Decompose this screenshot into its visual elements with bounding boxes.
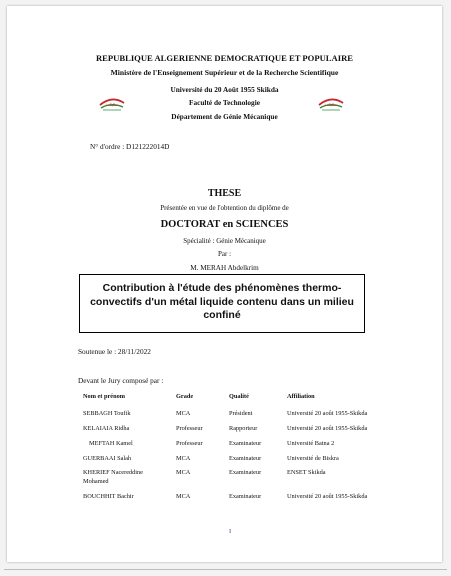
document-page bbox=[7, 6, 442, 562]
thesis-title-box bbox=[79, 274, 365, 333]
jury-member-name: KHERIEF Nacereddine bbox=[83, 469, 143, 476]
jury-member-quality: Examinateur bbox=[229, 493, 262, 500]
jury-member-grade: MCA bbox=[176, 493, 191, 500]
jury-member-affiliation: Université de Biskra bbox=[287, 455, 339, 462]
jury-member-quality: Examinateur bbox=[229, 455, 262, 462]
svg-text:سكيكدة: سكيكدة bbox=[324, 102, 338, 107]
jury-member-quality: Examinateur bbox=[229, 440, 262, 447]
thesis-title-line-2: convectifs d'un métal liquide contenu dans un milieu bbox=[90, 295, 354, 308]
page-number: I bbox=[229, 528, 232, 535]
jury-member-affiliation: Université 20 août 1955-Skikda bbox=[287, 425, 368, 432]
republic-heading: REPUBLIQUE ALGERIENNE DEMOCRATIQUE ET POPULAIRE bbox=[95, 53, 354, 63]
jury-member-name-continued: Mohamed bbox=[83, 478, 109, 485]
jury-intro: Devant le Jury composé par : bbox=[78, 376, 164, 385]
ministry-heading: Ministère de l'Enseignement Supérieur et de la Recherche Scientifique bbox=[110, 68, 339, 77]
jury-member-quality: Rapporteur bbox=[229, 425, 258, 432]
specialty-text: Spécialité : Génie Mécanique bbox=[183, 237, 266, 245]
jury-header-name: Nom et prénom bbox=[83, 393, 125, 400]
order-number: N° d'ordre : D121222014D bbox=[90, 142, 170, 151]
jury-member-grade: MCA bbox=[176, 410, 191, 417]
university-name: Université du 20 Août 1955 Skikda bbox=[170, 85, 279, 94]
university-logo-left bbox=[97, 93, 127, 113]
department-name: Département de Génie Mécanique bbox=[171, 112, 278, 121]
thesis-title-line-1: Contribution à l'étude des phénomènes thermo- bbox=[102, 282, 342, 294]
jury-header-grade: Grade bbox=[176, 393, 194, 400]
thesis-title bbox=[80, 282, 364, 323]
jury-member-name: MEFTAH Kamel bbox=[89, 440, 133, 447]
jury-member-name: KELAIAIA Ridha bbox=[83, 425, 130, 432]
jury-header-quality: Qualité bbox=[229, 393, 249, 400]
jury-member-quality: Président bbox=[229, 410, 253, 417]
thesis-title-line-3: confiné bbox=[203, 309, 241, 321]
jury-member-grade: Professeur bbox=[176, 425, 203, 432]
page-separator bbox=[4, 569, 447, 570]
jury-header-affiliation: Affiliation bbox=[287, 393, 315, 400]
jury-member-grade: MCA bbox=[176, 469, 191, 476]
jury-member-affiliation: Université 20 août 1955-Skikda bbox=[287, 493, 368, 500]
presented-for-text: Présentée en vue de l'obtention du diplôme de bbox=[160, 204, 289, 212]
defense-date: Soutenue le : 28/11/2022 bbox=[78, 347, 151, 356]
jury-member-quality: Examinateur bbox=[229, 469, 262, 476]
svg-text:سكيكدة: سكيكدة bbox=[105, 102, 119, 107]
jury-member-name: BOUCHHIT Bachir bbox=[83, 493, 134, 500]
degree-name: DOCTORAT en SCIENCES bbox=[160, 219, 289, 230]
these-heading: THESE bbox=[207, 188, 242, 199]
jury-member-affiliation: Université Batna 2 bbox=[287, 440, 335, 447]
jury-member-name: SEBBAGH Toufik bbox=[83, 410, 131, 417]
jury-member-affiliation: ENSET Skikda bbox=[287, 469, 326, 476]
jury-member-affiliation: Université 20 août 1955-Skikda bbox=[287, 410, 368, 417]
jury-member-grade: MCA bbox=[176, 455, 191, 462]
jury-member-name: GUERBAAI Salah bbox=[83, 455, 132, 462]
jury-member-grade: Professeur bbox=[176, 440, 203, 447]
author-name: M. MERAH Abdelkrim bbox=[190, 264, 259, 272]
university-logo-right bbox=[316, 93, 346, 113]
faculty-name: Faculté de Technologie bbox=[189, 98, 260, 107]
by-label: Par : bbox=[217, 250, 232, 258]
